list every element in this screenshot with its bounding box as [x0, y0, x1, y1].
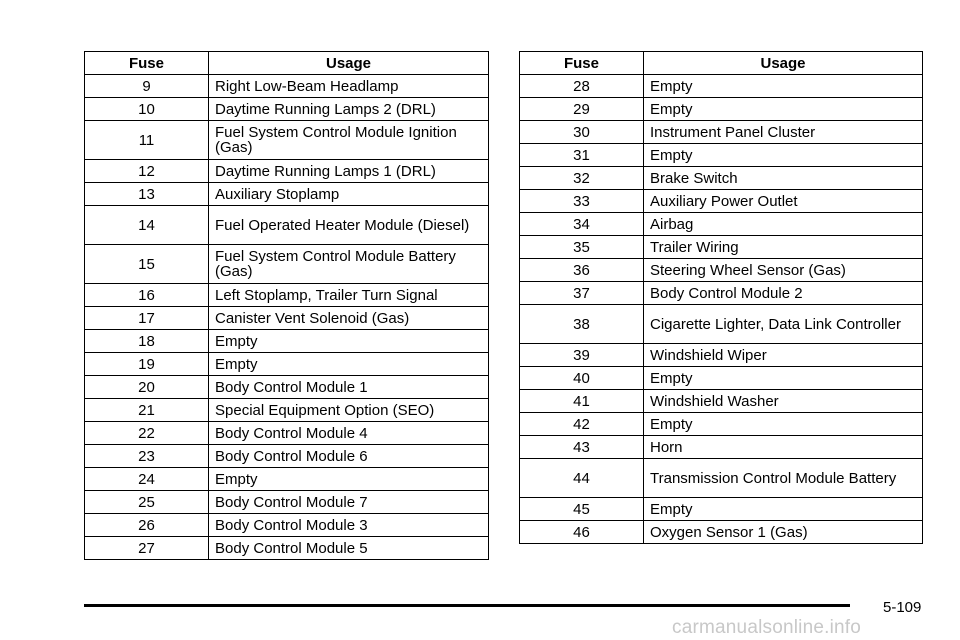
fuse-usage: Brake Switch — [644, 167, 923, 190]
fuse-number: 25 — [85, 491, 209, 514]
table-row — [520, 190, 923, 213]
table-row — [85, 422, 489, 445]
fuse-number: 46 — [520, 521, 644, 544]
fuse-number: 31 — [520, 144, 644, 167]
fuse-number: 29 — [520, 98, 644, 121]
fuse-usage: Empty — [644, 413, 923, 436]
table-row — [520, 213, 923, 236]
table-row — [520, 259, 923, 282]
fuse-number: 28 — [520, 75, 644, 98]
table-row — [520, 75, 923, 98]
table-row — [85, 284, 489, 307]
fuse-number: 44 — [520, 459, 644, 498]
table-row — [85, 330, 489, 353]
fuse-number: 22 — [85, 422, 209, 445]
fuse-number: 10 — [85, 98, 209, 121]
footer-rule — [84, 604, 850, 607]
fuse-number: 36 — [520, 259, 644, 282]
fuse-number: 39 — [520, 344, 644, 367]
table-row — [85, 98, 489, 121]
fuse-usage: Body Control Module 2 — [644, 282, 923, 305]
fuse-number: 12 — [85, 160, 209, 183]
fuse-table-right — [519, 51, 923, 544]
fuse-usage: Daytime Running Lamps 1 (DRL) — [209, 160, 489, 183]
fuse-usage: Fuel Operated Heater Module (Diesel) — [209, 206, 489, 245]
fuse-usage: Empty — [644, 98, 923, 121]
fuse-number: 20 — [85, 376, 209, 399]
fuse-number: 14 — [85, 206, 209, 245]
table-row — [85, 514, 489, 537]
fuse-usage: Empty — [209, 330, 489, 353]
fuse-number: 16 — [85, 284, 209, 307]
fuse-usage: Empty — [644, 367, 923, 390]
table-row — [85, 445, 489, 468]
fuse-usage: Body Control Module 6 — [209, 445, 489, 468]
fuse-usage: Auxiliary Power Outlet — [644, 190, 923, 213]
column-header-usage: Usage — [644, 52, 923, 75]
fuse-usage: Empty — [644, 498, 923, 521]
table-row — [520, 344, 923, 367]
fuse-number: 32 — [520, 167, 644, 190]
fuse-number: 24 — [85, 468, 209, 491]
fuse-number: 43 — [520, 436, 644, 459]
fuse-usage: Body Control Module 4 — [209, 422, 489, 445]
fuse-usage: Cigarette Lighter, Data Link Controller — [644, 305, 923, 344]
fuse-usage: Steering Wheel Sensor (Gas) — [644, 259, 923, 282]
fuse-number: 33 — [520, 190, 644, 213]
fuse-usage: Body Control Module 3 — [209, 514, 489, 537]
fuse-usage: Airbag — [644, 213, 923, 236]
fuse-usage: Empty — [209, 468, 489, 491]
table-row — [520, 282, 923, 305]
fuse-usage: Fuel System Control Module Battery (Gas) — [209, 245, 489, 284]
table-row — [85, 245, 489, 284]
fuse-usage: Body Control Module 5 — [209, 537, 489, 560]
fuse-usage: Special Equipment Option (SEO) — [209, 399, 489, 422]
table-row — [85, 121, 489, 160]
column-header-fuse: Fuse — [85, 52, 209, 75]
table-row — [85, 183, 489, 206]
fuse-usage: Instrument Panel Cluster — [644, 121, 923, 144]
fuse-usage: Empty — [209, 353, 489, 376]
fuse-usage: Oxygen Sensor 1 (Gas) — [644, 521, 923, 544]
fuse-usage: Horn — [644, 436, 923, 459]
table-row — [520, 305, 923, 344]
table-row — [85, 75, 489, 98]
fuse-number: 21 — [85, 399, 209, 422]
fuse-number: 37 — [520, 282, 644, 305]
fuse-number: 40 — [520, 367, 644, 390]
table-row — [85, 468, 489, 491]
table-header-row — [85, 52, 489, 75]
table-row — [520, 521, 923, 544]
table-row — [520, 436, 923, 459]
fuse-number: 13 — [85, 183, 209, 206]
fuse-number: 42 — [520, 413, 644, 436]
table-row — [85, 353, 489, 376]
table-row — [85, 399, 489, 422]
fuse-number: 18 — [85, 330, 209, 353]
watermark: carmanualsonline.info — [672, 617, 862, 638]
table-row — [520, 98, 923, 121]
fuse-usage: Empty — [644, 75, 923, 98]
fuse-number: 15 — [85, 245, 209, 284]
table-row — [85, 491, 489, 514]
table-row — [85, 206, 489, 245]
fuse-usage: Body Control Module 1 — [209, 376, 489, 399]
page-number: 5-109 — [883, 599, 922, 616]
fuse-usage: Windshield Wiper — [644, 344, 923, 367]
fuse-usage: Canister Vent Solenoid (Gas) — [209, 307, 489, 330]
fuse-usage: Right Low-Beam Headlamp — [209, 75, 489, 98]
column-header-usage: Usage — [209, 52, 489, 75]
fuse-usage: Left Stoplamp, Trailer Turn Signal — [209, 284, 489, 307]
table-row — [520, 413, 923, 436]
table-row — [520, 167, 923, 190]
table-row — [520, 144, 923, 167]
fuse-number: 34 — [520, 213, 644, 236]
fuse-number: 17 — [85, 307, 209, 330]
fuse-usage: Empty — [644, 144, 923, 167]
table-row — [85, 307, 489, 330]
table-row — [520, 390, 923, 413]
fuse-usage: Body Control Module 7 — [209, 491, 489, 514]
column-header-fuse: Fuse — [520, 52, 644, 75]
fuse-usage: Windshield Washer — [644, 390, 923, 413]
fuse-usage: Fuel System Control Module Ignition (Gas) — [209, 121, 489, 160]
table-row — [520, 367, 923, 390]
fuse-number: 9 — [85, 75, 209, 98]
table-header-row — [520, 52, 923, 75]
table-row — [520, 498, 923, 521]
fuse-number: 41 — [520, 390, 644, 413]
fuse-usage: Transmission Control Module Battery — [644, 459, 923, 498]
fuse-number: 26 — [85, 514, 209, 537]
table-row — [85, 537, 489, 560]
fuse-number: 38 — [520, 305, 644, 344]
fuse-number: 23 — [85, 445, 209, 468]
fuse-number: 30 — [520, 121, 644, 144]
fuse-number: 27 — [85, 537, 209, 560]
fuse-number: 35 — [520, 236, 644, 259]
fuse-number: 45 — [520, 498, 644, 521]
fuse-usage: Daytime Running Lamps 2 (DRL) — [209, 98, 489, 121]
fuse-table-left — [84, 51, 489, 560]
fuse-number: 11 — [85, 121, 209, 160]
table-row — [520, 236, 923, 259]
fuse-number: 19 — [85, 353, 209, 376]
fuse-usage: Trailer Wiring — [644, 236, 923, 259]
table-row — [85, 376, 489, 399]
fuse-usage: Auxiliary Stoplamp — [209, 183, 489, 206]
table-row — [520, 121, 923, 144]
table-row — [85, 160, 489, 183]
table-row — [520, 459, 923, 498]
